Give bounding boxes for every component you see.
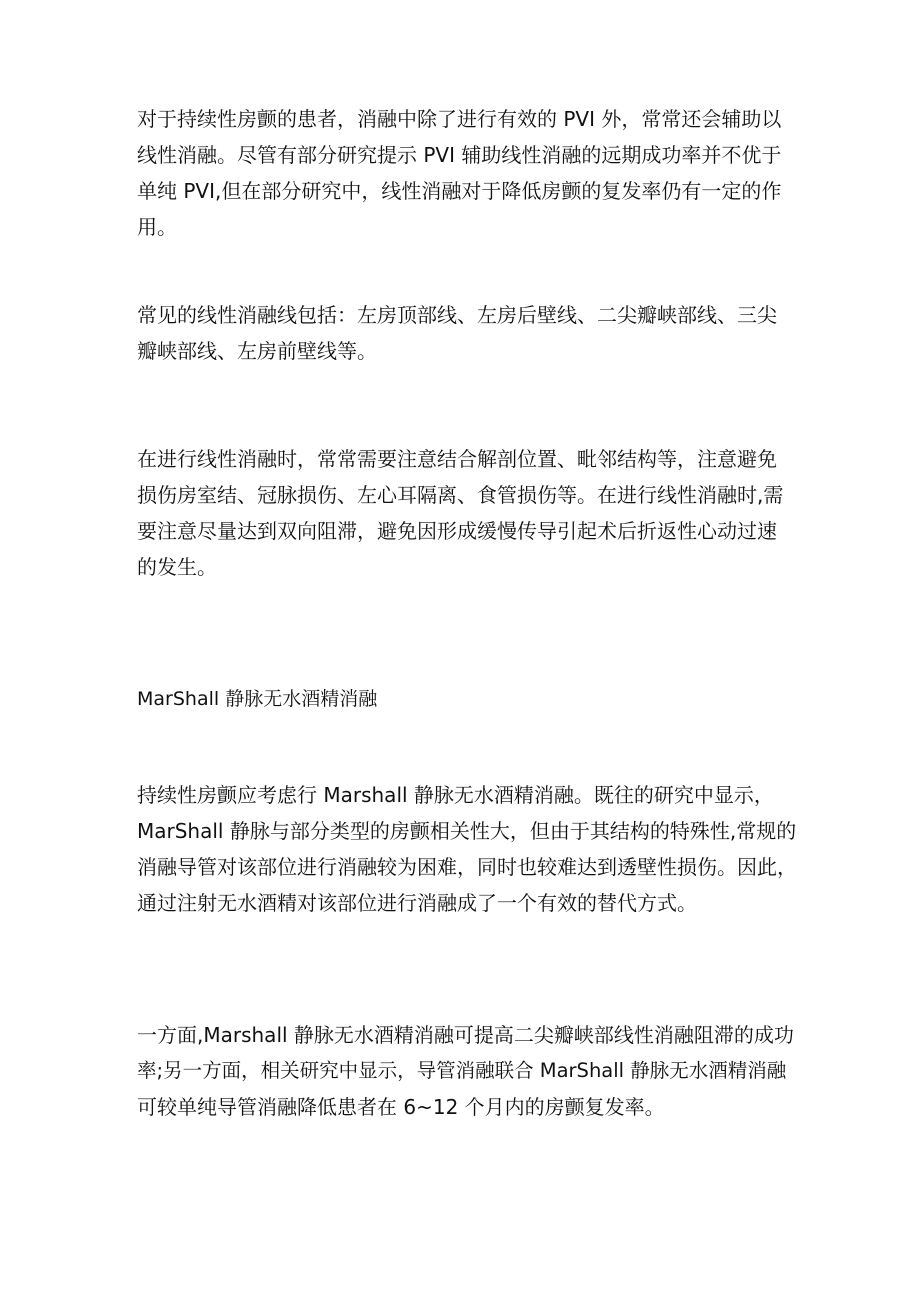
text-line: 持续性房颤应考虑行 Marshall 静脉无水酒精消融。既往的研究中显示， (137, 783, 774, 807)
paragraph-marshall-benefits (137, 1017, 797, 1125)
text-line: 瓣峡部线、左房前壁线等。 (137, 339, 377, 363)
paragraph-common-lines (137, 297, 797, 369)
text-line: 线性消融。尽管有部分研究提示 PVI 辅助线性消融的远期成功率并不优于 (137, 143, 782, 167)
text-line: 可较单纯导管消融降低患者在 6~12 个月内的房颤复发率。 (137, 1095, 665, 1119)
text-line: 消融导管对该部位进行消融较为困难，同时也较难达到透壁性损伤。因此， (137, 855, 797, 879)
text-line: 一方面,Marshall 静脉无水酒精消融可提高二尖瓣峡部线性消融阻滞的成功 (137, 1023, 794, 1047)
paragraph-marshall-intro (137, 777, 797, 921)
text-line: 的发生。 (137, 555, 217, 579)
text-line: 常见的线性消融线包括：左房顶部线、左房后壁线、二尖瓣峡部线、三尖 (137, 303, 777, 327)
text-line: 用。 (137, 215, 177, 239)
section-heading: MarShall 静脉无水酒精消融 (137, 688, 378, 710)
text-line: MarShall 静脉与部分类型的房颤相关性大，但由于其结构的特殊性,常规的 (137, 819, 797, 843)
text-line: 在进行线性消融时，常常需要注意结合解剖位置、毗邻结构等，注意避免 (137, 447, 777, 471)
text-line: 对于持续性房颤的患者，消融中除了进行有效的 PVI 外，常常还会辅助以 (137, 107, 782, 131)
text-line: 单纯 PVI,但在部分研究中，线性消融对于降低房颤的复发率仍有一定的作 (137, 179, 782, 203)
text-line: 要注意尽量达到双向阻滞，避免因形成缓慢传导引起术后折返性心动过速 (137, 519, 777, 543)
text-line: 率;另一方面，相关研究中显示，导管消融联合 MarShall 静脉无水酒精消融 (137, 1059, 787, 1082)
text-line: 损伤房室结、冠脉损伤、左心耳隔离、食管损伤等。在进行线性消融时,需 (137, 483, 784, 507)
paragraph-linear-ablation-intro (137, 101, 797, 245)
text-line: 通过注射无水酒精对该部位进行消融成了一个有效的替代方式。 (137, 891, 697, 915)
paragraph-precautions (137, 441, 797, 585)
